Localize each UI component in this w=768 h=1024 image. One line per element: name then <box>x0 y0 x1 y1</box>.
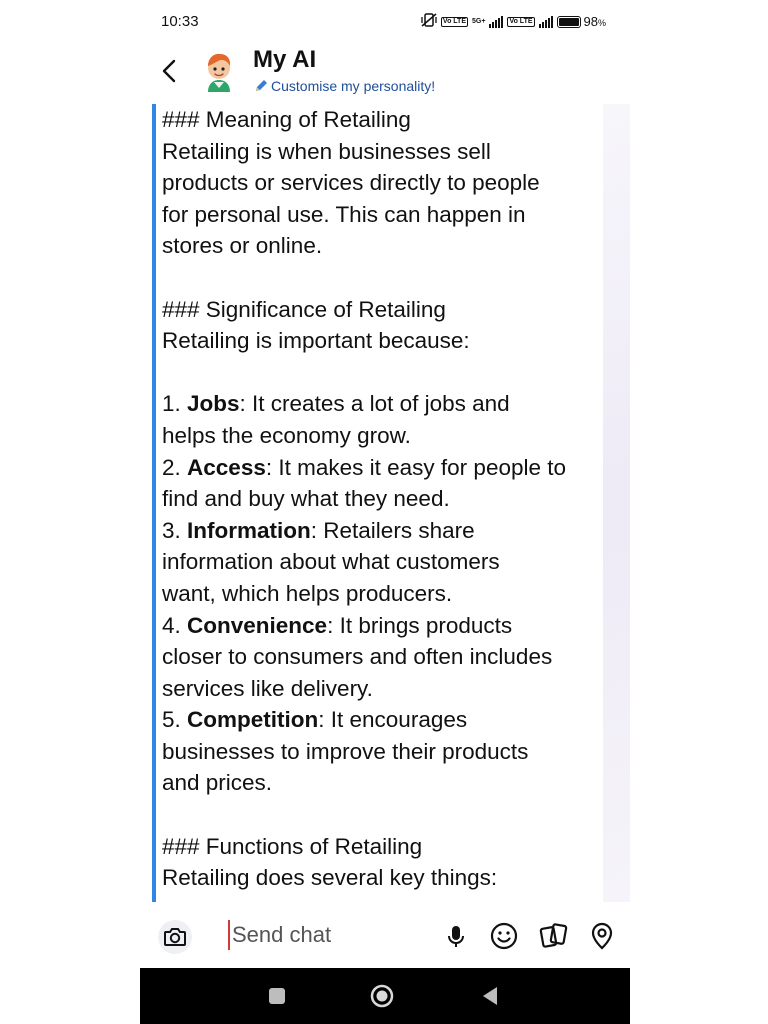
battery-icon <box>557 16 581 28</box>
battery-percent: 98% <box>583 14 606 29</box>
microphone-button[interactable] <box>440 920 472 952</box>
avatar[interactable] <box>202 50 236 92</box>
volte-badge-2: Vo LTE <box>509 17 533 25</box>
map-pin-icon <box>586 920 618 952</box>
list-number: 5. <box>162 707 188 733</box>
message-line <box>162 452 606 484</box>
message-line: find and buy what they need. <box>162 486 450 512</box>
chat-title: My AI <box>253 46 317 73</box>
message-line: for personal use. This can happen in <box>162 201 526 227</box>
list-description: : Retailers share <box>310 517 475 543</box>
paragraph-gap <box>162 262 606 294</box>
navigation-bar <box>140 968 630 1024</box>
message-line: businesses to improve their products <box>162 738 529 764</box>
list-description: : It creates a lot of jobs and <box>239 391 510 417</box>
list-term: Access <box>187 454 266 480</box>
chevron-left-icon <box>158 56 182 86</box>
status-icons <box>421 13 606 30</box>
cards-icon <box>538 920 570 952</box>
smiley-icon <box>488 920 520 952</box>
signal-icon-2 <box>539 16 553 28</box>
list-number: 4. <box>162 612 188 638</box>
message-line: Retailing does several key things: <box>162 865 498 891</box>
message-line: want, which helps producers. <box>162 580 453 606</box>
location-button[interactable] <box>586 920 618 952</box>
signal-icon-1 <box>489 16 503 28</box>
list-term: Jobs <box>187 391 240 417</box>
list-term: Convenience <box>187 612 328 638</box>
message-line <box>162 704 606 736</box>
triangle-back-icon <box>477 983 503 1009</box>
status-bar <box>140 0 630 44</box>
back-button[interactable] <box>158 56 182 86</box>
message-line <box>162 610 606 642</box>
message-line: ### Significance of Retailing <box>162 296 446 322</box>
send-chat-input[interactable] <box>228 920 432 950</box>
battery-indicator <box>557 14 606 29</box>
back-nav-button[interactable] <box>477 983 503 1009</box>
message-line: and prices. <box>162 770 273 796</box>
cards-button[interactable] <box>538 920 570 952</box>
message-line <box>162 515 606 547</box>
list-description: : It encourages <box>318 707 468 733</box>
list-description: : It brings products <box>327 612 513 638</box>
message-line <box>162 388 606 420</box>
home-button[interactable] <box>369 983 395 1009</box>
home-circle-icon <box>369 983 395 1009</box>
list-number: 2. <box>162 454 188 480</box>
message-line: information about what customers <box>162 549 500 575</box>
list-description: : It makes it easy for people to <box>265 454 567 480</box>
message-line: ### Functions of Retailing <box>162 833 423 859</box>
chat-input-bar <box>140 902 630 968</box>
clock: 10:33 <box>161 13 199 30</box>
paragraph-gap <box>162 799 606 831</box>
camera-button[interactable] <box>158 920 192 954</box>
microphone-icon <box>440 920 472 952</box>
message-text <box>156 104 606 894</box>
emoji-button[interactable] <box>488 920 520 952</box>
message-line: stores or online. <box>162 233 323 259</box>
recent-apps-button[interactable] <box>264 983 290 1009</box>
paragraph-gap <box>162 357 606 389</box>
message-line: products or services directly to people <box>162 170 540 196</box>
list-number: 1. <box>162 391 188 417</box>
pencil-icon <box>254 79 268 93</box>
message-line: helps the economy grow. <box>162 422 411 448</box>
chat-header <box>140 44 630 104</box>
list-number: 3. <box>162 517 188 543</box>
volte-badge-1: Vo LTE <box>442 17 466 25</box>
list-term: Competition <box>187 707 319 733</box>
camera-icon <box>158 920 192 954</box>
phone-screen <box>140 0 630 1024</box>
message-line: closer to consumers and often includes <box>162 644 553 670</box>
background-strip <box>603 104 630 902</box>
message-line: Retailing is when businesses sell <box>162 138 491 164</box>
vibrate-mute-icon <box>421 13 437 30</box>
message-line: services like delivery. <box>162 675 373 701</box>
square-icon <box>264 983 290 1009</box>
message-line: ### Meaning of Retailing <box>162 107 411 132</box>
message-line: Retailing is important because: <box>162 328 470 354</box>
network-type: 5G+ <box>472 18 486 25</box>
list-term: Information <box>187 517 311 543</box>
customise-personality-label: Customise my personality! <box>271 78 436 94</box>
customise-personality-link[interactable] <box>254 78 435 94</box>
ai-message-bubble <box>152 104 607 902</box>
